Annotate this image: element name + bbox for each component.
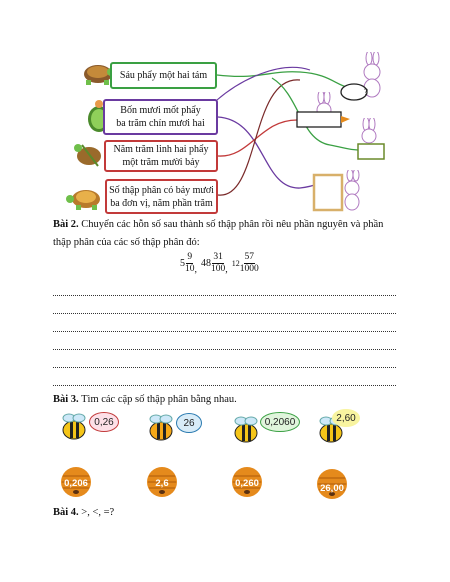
bee-icon bbox=[58, 412, 92, 442]
turtle-icon bbox=[64, 185, 106, 215]
bee-number-3: 0,2060 bbox=[260, 412, 300, 432]
mixed-number-2-whole: 48 bbox=[201, 258, 211, 269]
mixed-number-2-fraction: $\frac{31}{100}$ bbox=[211, 252, 226, 274]
mixed-numbers: 5 $\frac{9}{10}$ , 48 $\frac{31}{100}$ , 12 $\frac{57}{1000}$ bbox=[180, 252, 259, 275]
mixed-number-3-fraction: $\frac{57}{1000}$ bbox=[239, 252, 259, 274]
mixed-number-1-fraction: $\frac{9}{10}$ bbox=[185, 252, 195, 274]
rabbit-icon bbox=[312, 170, 362, 214]
bai4-text: Bài 4. >, <, =? bbox=[53, 507, 115, 518]
mixed-number-3-whole: 12 bbox=[231, 259, 240, 268]
answer-line bbox=[53, 331, 396, 332]
turtle-icon bbox=[72, 140, 106, 170]
mixed-number-1-whole: 5 bbox=[180, 258, 185, 269]
bee-icon bbox=[230, 415, 264, 445]
bai2-text-line2: thập phân của các số thập phân đó: bbox=[53, 237, 200, 248]
hive-number-1: 0,206 bbox=[64, 478, 88, 489]
rabbit-icon bbox=[296, 92, 356, 137]
question-mark: ? bbox=[364, 87, 368, 97]
hive-number-3: 0,260 bbox=[235, 478, 259, 489]
answer-line bbox=[53, 349, 396, 350]
rabbit-icon bbox=[352, 118, 392, 162]
matching-box-4: Số thập phân có bảy mươi ba đơn vị, năm phần trăm bbox=[105, 179, 218, 214]
answer-line bbox=[53, 367, 396, 368]
bee-number-1: 0,26 bbox=[89, 412, 119, 432]
bai2-text-line1: Bài 2. Chuyển các hỗn số sau thành số thập phân rồi nêu phần nguyên và phần bbox=[53, 219, 384, 230]
answer-line bbox=[53, 313, 396, 314]
matching-box-2: Bốn mươi mốt phẩy ba trăm chín mươi hai bbox=[103, 99, 218, 135]
bai3-text: Bài 3. Tìm các cặp số thập phân bằng nhau. bbox=[53, 394, 237, 405]
answer-line bbox=[53, 385, 396, 386]
bee-number-4: 2,60 bbox=[332, 409, 360, 427]
hive-number-2: 2,6 bbox=[155, 478, 169, 489]
answer-line bbox=[53, 295, 396, 296]
matching-box-3: Năm trăm linh hai phẩy một trăm mười bảy bbox=[104, 140, 218, 172]
hive-number-4: 26,00 bbox=[320, 483, 344, 494]
bee-number-2: 26 bbox=[176, 413, 202, 433]
bee-icon bbox=[145, 413, 179, 443]
matching-box-1: Sáu phẩy một hai tám bbox=[110, 62, 217, 89]
